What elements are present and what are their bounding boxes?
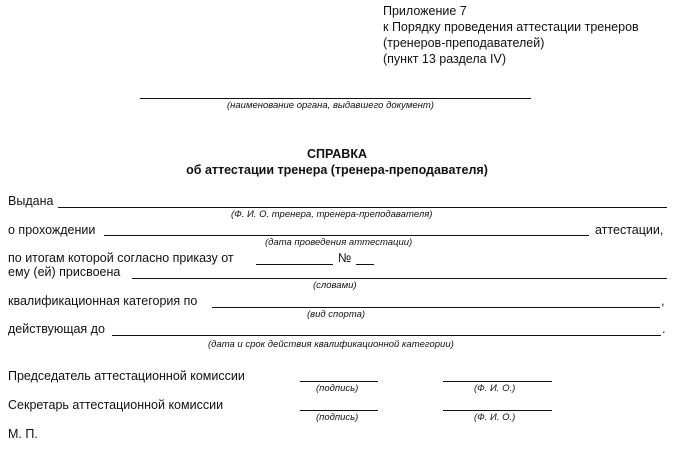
issuer-caption: (наименование органа, выдавшего документ) [227, 100, 434, 111]
category-suffix: , [661, 294, 665, 308]
assigned-caption: (словами) [313, 280, 357, 291]
order-label: по итогам которой согласно приказу от [8, 251, 234, 265]
valid-caption: (дата и срок действия квалификационной категории) [208, 339, 454, 350]
secretary-signature-caption: (подпись) [316, 412, 359, 423]
order-date-field[interactable] [256, 264, 333, 265]
chairman-label: Председатель аттестационной комиссии [8, 369, 245, 383]
secretary-name-field[interactable] [443, 410, 552, 411]
passing-suffix: аттестации, [595, 223, 664, 237]
chairman-name-field[interactable] [443, 381, 552, 382]
assigned-label: ему (ей) присвоена [8, 265, 121, 279]
assigned-field[interactable] [132, 278, 667, 279]
order-number-field[interactable] [356, 264, 374, 265]
issued-label: Выдана [8, 194, 54, 208]
category-label: квалификационная категория по [8, 294, 198, 308]
passing-label: о прохождении [8, 223, 96, 237]
appendix-clause: (пункт 13 раздела IV) [383, 52, 507, 66]
appendix-order-subtitle: (тренеров-преподавателей) [383, 36, 545, 50]
document-title: СПРАВКА [307, 147, 367, 161]
appendix-number: Приложение 7 [383, 4, 467, 18]
number-sign: № [338, 251, 352, 265]
passing-caption: (дата проведения аттестации) [265, 237, 413, 248]
sport-field[interactable] [212, 307, 660, 308]
appendix-order-reference: к Порядку проведения аттестации тренеров [383, 20, 639, 34]
chairman-name-caption: (Ф. И. О.) [474, 383, 516, 394]
secretary-name-caption: (Ф. И. О.) [474, 412, 516, 423]
secretary-signature-field[interactable] [300, 410, 378, 411]
chairman-signature-caption: (подпись) [316, 383, 359, 394]
valid-label: действующая до [8, 322, 105, 336]
validity-field[interactable] [112, 335, 661, 336]
category-caption: (вид спорта) [307, 309, 366, 320]
chairman-signature-field[interactable] [300, 381, 378, 382]
issuer-name-line[interactable] [140, 98, 531, 99]
valid-suffix: . [662, 322, 666, 336]
issued-to-field[interactable] [58, 207, 667, 208]
attestation-date-field[interactable] [104, 235, 589, 236]
seal-label: М. П. [8, 427, 38, 441]
secretary-label: Секретарь аттестационной комиссии [8, 398, 224, 412]
document-subtitle: об аттестации тренера (тренера-преподавателя) [186, 163, 488, 177]
issued-caption: (Ф. И. О. тренера, тренера-преподавателя) [231, 209, 433, 220]
